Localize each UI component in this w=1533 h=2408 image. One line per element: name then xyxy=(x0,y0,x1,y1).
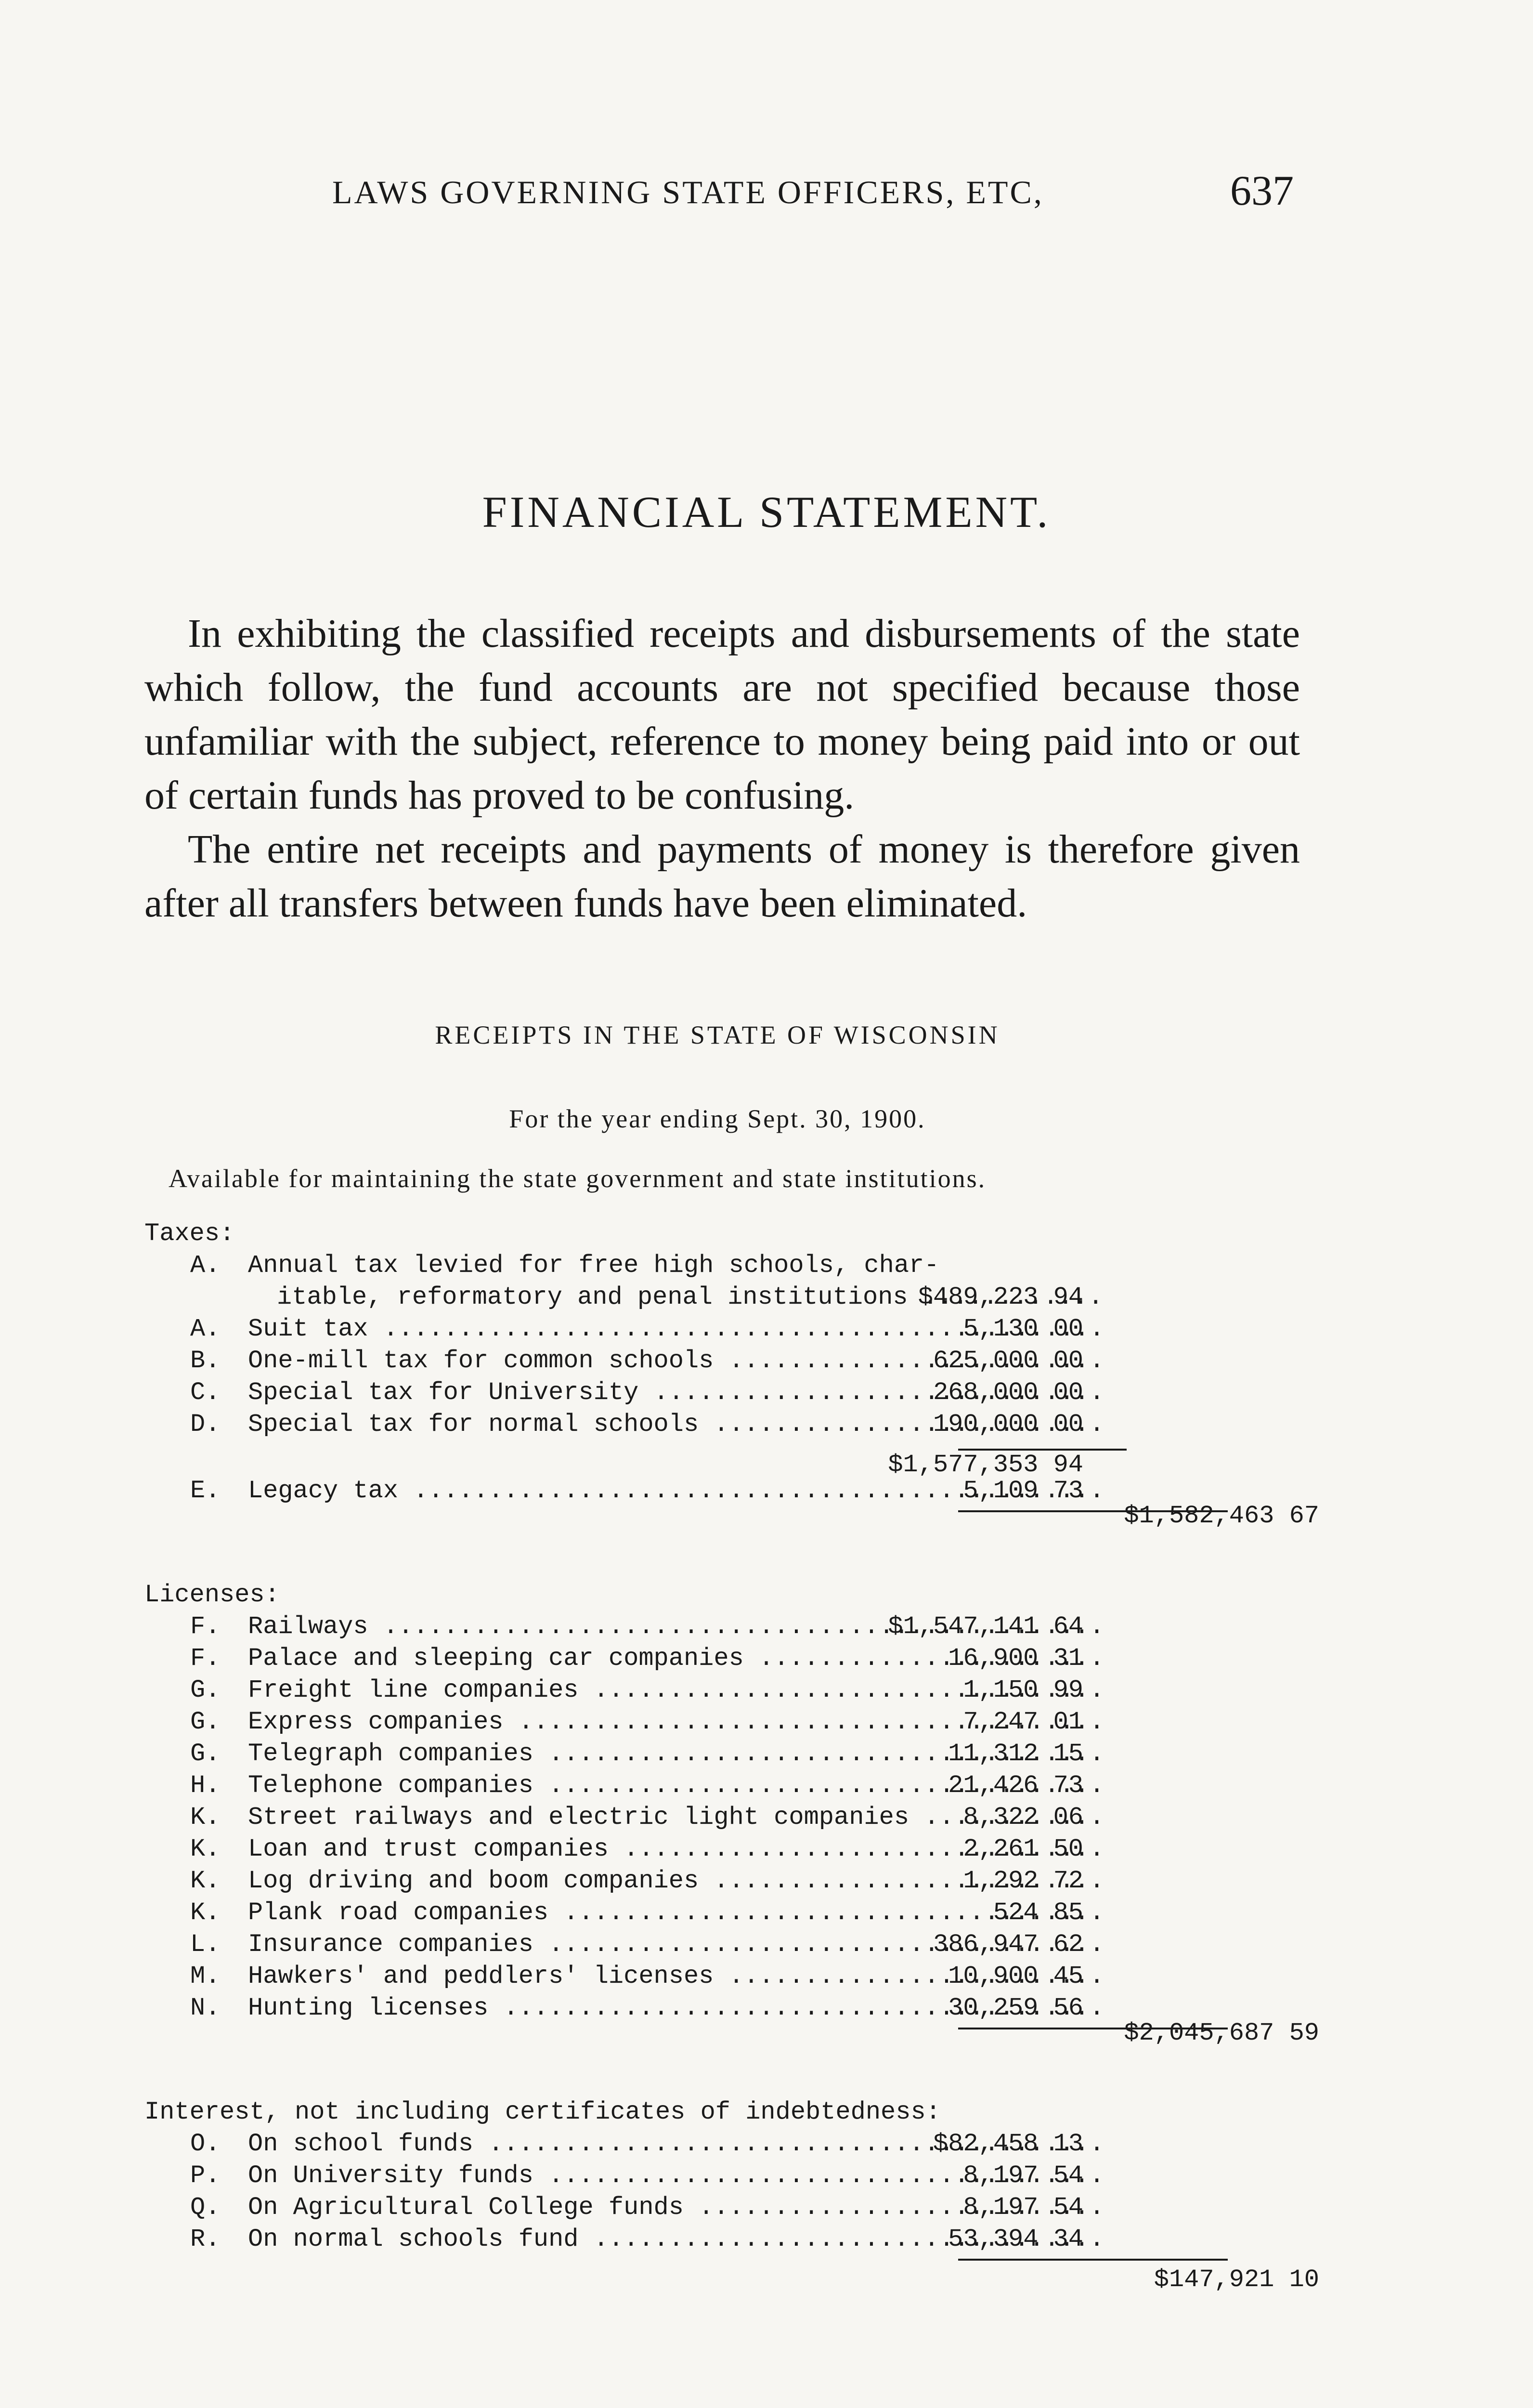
subtotal-amount: $1,577,353 94 xyxy=(888,1451,1083,1479)
section-heading-licenses: Licenses: xyxy=(144,1581,280,1609)
row-amount: 21,426 73 xyxy=(948,1771,1083,1800)
row-amount: $489,223 94 xyxy=(918,1283,1083,1311)
table-row xyxy=(144,2161,1319,2193)
row-amount: 625,000 00 xyxy=(933,1347,1083,1375)
row-letter: F. xyxy=(190,1644,221,1673)
section-total-interest: $147,921 10 xyxy=(1154,2265,1319,2294)
row-amount: 524 85 xyxy=(993,1898,1083,1927)
row-amount: 190,000 00 xyxy=(933,1410,1083,1439)
section-total-row xyxy=(144,2019,1319,2098)
table-row xyxy=(144,1644,1319,1676)
row-letter: O. xyxy=(190,2130,221,2158)
table-row xyxy=(144,2193,1319,2225)
table-row xyxy=(144,1708,1319,1740)
row-letter: K. xyxy=(190,1835,221,1863)
row-letter: L. xyxy=(190,1930,221,1959)
row-description: On Agricultural College funds ..... xyxy=(248,2193,1103,2222)
row-letter: B. xyxy=(190,1347,221,1375)
row-letter: E. xyxy=(190,1477,221,1505)
row-letter: K. xyxy=(190,1867,221,1895)
row-amount: 30,259 56 xyxy=(948,1994,1083,2022)
row-description: Hawkers' and peddlers' licenses ..... xyxy=(248,1962,1103,1990)
table-row xyxy=(144,1803,1319,1835)
row-description: Freight line companies ..... xyxy=(248,1676,1103,1704)
table-row xyxy=(144,1315,1319,1347)
row-letter: Q. xyxy=(190,2193,221,2222)
row-amount: 16,900 31 xyxy=(948,1644,1083,1673)
table-row xyxy=(144,1676,1319,1708)
row-amount: 8,197 54 xyxy=(963,2161,1083,2190)
table-row xyxy=(144,1612,1319,1644)
table-row xyxy=(144,1283,1319,1315)
row-amount: $82,458 13 xyxy=(933,2130,1083,2158)
row-description: Special tax for University ..... xyxy=(248,1378,1103,1407)
section-total-row xyxy=(144,1502,1319,1581)
section-total-row xyxy=(144,2257,1319,2315)
section-total-taxes: $1,582,463 67 xyxy=(1124,1502,1319,1530)
row-letter: G. xyxy=(190,1708,221,1736)
row-amount: 7,247 01 xyxy=(963,1708,1083,1736)
running-head: LAWS GOVERNING STATE OFFICERS, ETC, xyxy=(332,174,1044,210)
row-letter: P. xyxy=(190,2161,221,2190)
table-row xyxy=(144,1410,1319,1442)
row-description: Insurance companies ..... xyxy=(248,1930,1103,1959)
row-letter: G. xyxy=(190,1676,221,1704)
row-letter: D. xyxy=(190,1410,221,1439)
row-description: Log driving and boom companies ..... xyxy=(248,1867,1103,1895)
row-letter: N. xyxy=(190,1994,221,2022)
row-description: Hunting licenses ..... xyxy=(248,1994,1103,2022)
intro-paragraph-2: The entire net receipts and payments of money is therefore given after all transfers between funds have been eliminated. xyxy=(144,827,1300,926)
row-description: Palace and sleeping car companies ..... xyxy=(248,1644,1103,1673)
row-amount: 268,000 00 xyxy=(933,1378,1083,1407)
table-row xyxy=(144,1251,1319,1283)
row-amount: 1,292 72 xyxy=(963,1867,1083,1895)
row-description: On University funds ..... xyxy=(248,2161,1103,2190)
page-number: 637 xyxy=(1230,168,1294,214)
section-heading-interest: Interest, not including certificates of indebtedness: xyxy=(144,2098,941,2126)
running-header xyxy=(0,168,1533,217)
row-description: Plank road companies ..... xyxy=(248,1898,1103,1927)
row-letter: K. xyxy=(190,1803,221,1832)
row-letter: H. xyxy=(190,1771,221,1800)
row-description: On school funds ..... xyxy=(248,2130,1103,2158)
receipts-table xyxy=(144,1219,1319,2315)
row-letter: C. xyxy=(190,1378,221,1407)
row-letter: K. xyxy=(190,1898,221,1927)
table-row xyxy=(144,1740,1319,1771)
table-row xyxy=(144,1347,1319,1378)
intro-paragraph-1: In exhibiting the classified receipts and disbursements of the state which follow, the fund accounts are not specified because those unfamiliar with the subject, reference to money being paid into or out of certain funds has proved to be confusing. xyxy=(144,611,1300,818)
section-heading-taxes: Taxes: xyxy=(144,1219,235,1248)
row-letter: G. xyxy=(190,1740,221,1768)
table-row xyxy=(144,2225,1319,2257)
row-description: Telephone companies ..... xyxy=(248,1771,1103,1800)
row-description: Railways ..... xyxy=(248,1612,1103,1641)
section-total-licenses: $2,045,687 59 xyxy=(1124,2019,1319,2047)
total-rule xyxy=(958,2259,1228,2261)
row-amount: 11,312 15 xyxy=(948,1740,1083,1768)
row-amount: 5,130 00 xyxy=(963,1315,1083,1343)
row-description: Suit tax ..... xyxy=(248,1315,1103,1343)
availability-line: Available for maintaining the state government and state institutions. xyxy=(169,1164,987,1193)
row-letter: A. xyxy=(190,1315,221,1343)
row-letter: A. xyxy=(190,1251,221,1280)
table-row xyxy=(144,1771,1319,1803)
row-amount: 53,394 34 xyxy=(948,2225,1083,2253)
row-description: Telegraph companies ..... xyxy=(248,1740,1103,1768)
table-row xyxy=(144,1930,1319,1962)
row-description: Express companies ..... xyxy=(248,1708,1103,1736)
row-amount: 1,150 99 xyxy=(963,1676,1083,1704)
row-description: One-mill tax for common schools ..... xyxy=(248,1347,1103,1375)
row-amount: 10,900 45 xyxy=(948,1962,1083,1990)
row-amount: 386,947 62 xyxy=(933,1930,1083,1959)
table-row xyxy=(144,1898,1319,1930)
row-letter: R. xyxy=(190,2225,221,2253)
row-description: On normal schools fund ..... xyxy=(248,2225,1103,2253)
row-description: Legacy tax ..... xyxy=(248,1477,1103,1505)
row-description: Loan and trust companies ..... xyxy=(248,1835,1103,1863)
table-row xyxy=(144,1962,1319,1994)
table-row xyxy=(144,1378,1319,1410)
section-title: RECEIPTS IN THE STATE OF WISCONSIN xyxy=(435,1021,1000,1049)
page-title: FINANCIAL STATEMENT. xyxy=(482,487,1051,537)
table-row xyxy=(144,1835,1319,1867)
row-letter: M. xyxy=(190,1962,221,1990)
table-row xyxy=(144,1867,1319,1898)
row-amount: 8,322 06 xyxy=(963,1803,1083,1832)
subtotal-row xyxy=(144,1442,1319,1477)
row-description: Special tax for normal schools ..... xyxy=(248,1410,1103,1439)
period-line: For the year ending Sept. 30, 1900. xyxy=(509,1104,926,1133)
row-description: Street railways and electric light companies ..... xyxy=(248,1803,1103,1832)
row-description: Annual tax levied for free high schools, char- xyxy=(248,1251,939,1280)
table-row xyxy=(144,2130,1319,2161)
row-amount: 2,261 50 xyxy=(963,1835,1083,1863)
row-amount: $1,547,141 64 xyxy=(888,1612,1083,1641)
row-description-continued: itable, reformatory and penal institutions ..... xyxy=(277,1283,1103,1311)
row-amount: 8,197 54 xyxy=(963,2193,1083,2222)
row-amount: 5,109 73 xyxy=(963,1477,1083,1505)
intro-text xyxy=(144,607,1300,930)
row-letter: F. xyxy=(190,1612,221,1641)
